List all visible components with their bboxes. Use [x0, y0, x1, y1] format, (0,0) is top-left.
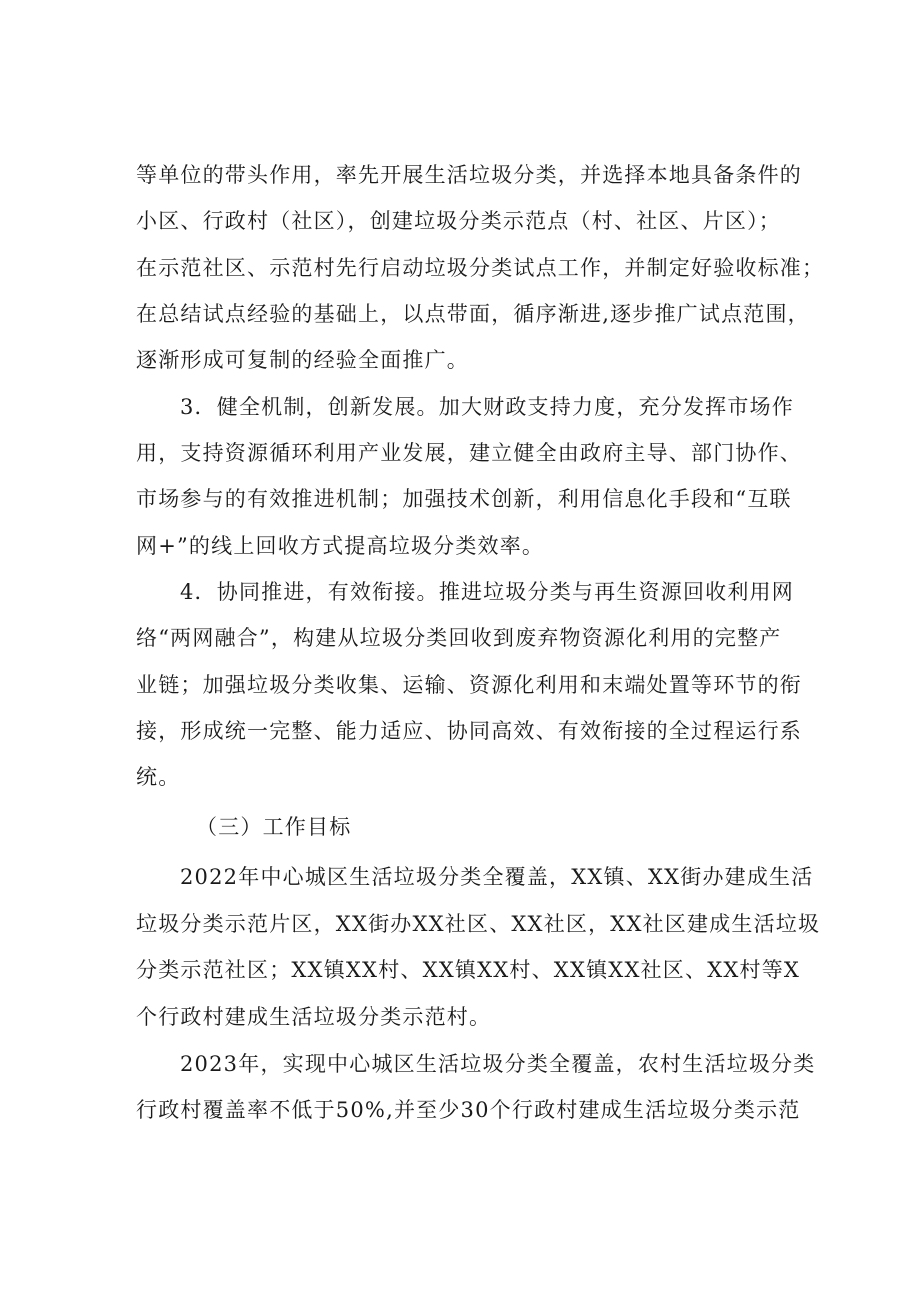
paragraph-line: 分类示范社区；XX镇XX村、XX镇XX村、XX镇XX社区、XX村等X: [136, 958, 801, 982]
paragraph-line: 用，支持资源循环利用产业发展，建立健全由政府主导、部门协作、: [136, 441, 802, 465]
paragraph-line: 市场参与的有效推进机制；加强技术创新，利用信息化手段和“互联: [136, 487, 792, 511]
paragraph-line: 2023年，实现中心城区生活垃圾分类全覆盖，农村生活垃圾分类: [180, 1052, 816, 1076]
paragraph-line: 行政村覆盖率不低于50%,并至少30个行政村建成生活垃圾分类示范: [136, 1098, 801, 1122]
paragraph-line: 等单位的带头作用，率先开展生活垃圾分类，并选择本地具备条件的: [136, 163, 802, 187]
paragraph-line: 逐渐形成可复制的经验全面推广。: [136, 348, 469, 372]
paragraph-line: 业链；加强垃圾分类收集、运输、资源化利用和末端处置等环节的衔: [136, 673, 802, 697]
paragraph-line: 统。: [136, 765, 181, 789]
paragraph-line: 3．健全机制，创新发展。加大财政支持力度，充分发挥市场作: [180, 395, 794, 419]
section-heading: （三）工作目标: [196, 815, 352, 839]
paragraph-line: 2022年中心城区生活垃圾分类全覆盖，XX镇、XX街办建成生活: [180, 865, 814, 889]
paragraph-line: 个行政村建成生活垃圾分类示范村。: [136, 1005, 492, 1029]
paragraph-line: 垃圾分类示范片区，XX街办XX社区、XX社区，XX社区建成生活垃圾: [136, 912, 821, 936]
paragraph-line: 小区、行政村（社区），创建垃圾分类示范点（村、社区、片区）；: [136, 209, 781, 233]
paragraph-line: 在总结试点经验的基础上，以点带面，循序渐进,逐步推广试点范围，: [136, 302, 810, 326]
paragraph-line: 络“两网融合”，构建从垃圾分类回收到废弃物资源化利用的完整产: [136, 626, 782, 650]
paragraph-line: 在示范社区、示范村先行启动垃圾分类试点工作，并制定好验收标准；: [136, 256, 825, 280]
paragraph-line: 4．协同推进，有效衔接。推进垃圾分类与再生资源回收利用网: [180, 580, 794, 604]
paragraph-line: 接，形成统一完整、能力适应、协同高效、有效衔接的全过程运行系: [136, 719, 802, 743]
paragraph-line: 网+”的线上回收方式提高垃圾分类效率。: [136, 534, 545, 558]
